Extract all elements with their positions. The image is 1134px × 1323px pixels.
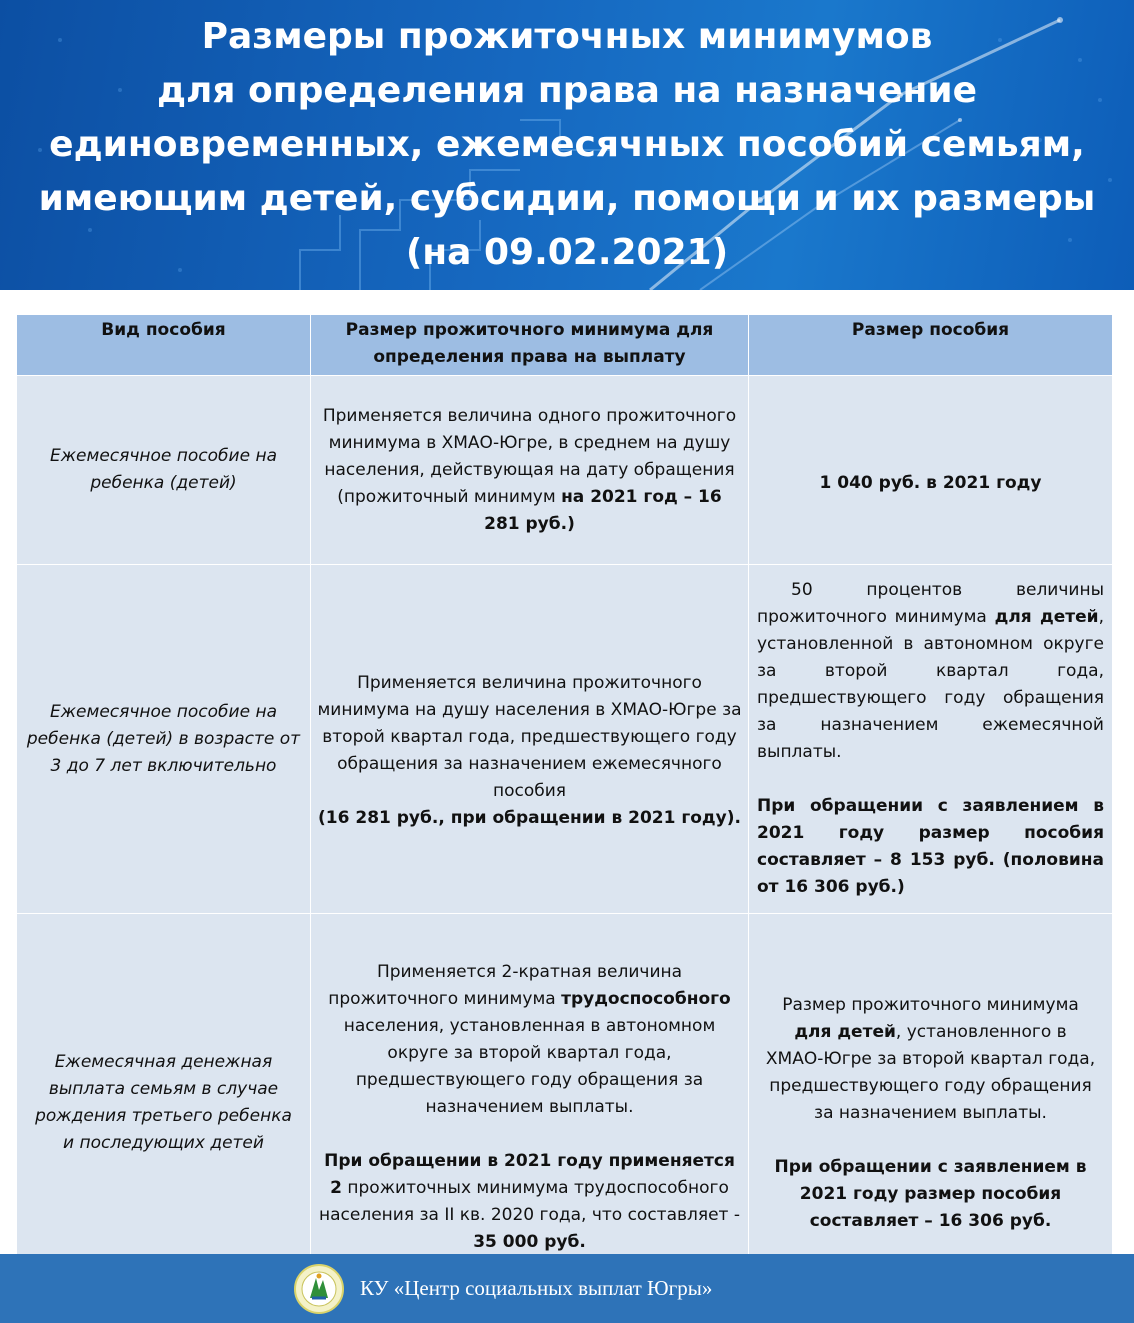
- amount-paragraph: [757, 577, 1104, 766]
- minimum-total-bold: 35 000 руб.: [473, 1231, 586, 1252]
- table-row: [17, 376, 1113, 565]
- minimum-note-plain: (прожиточный минимум: [337, 486, 562, 507]
- title-line: Размеры прожиточных минимумов: [201, 16, 933, 57]
- benefits-table: [16, 314, 1113, 1293]
- minimum-summary-plain: прожиточных минимума трудоспособного населения за II кв. 2020 года, что составляет -: [319, 1177, 740, 1225]
- column-header: Размер прожиточного минимума для определения права на выплату: [311, 315, 749, 376]
- paragraph-gap: [317, 1121, 742, 1148]
- title-line: для определения права на назначение: [156, 70, 978, 111]
- minimum-text: Применяется величина одного прожиточного минимума в ХМАО-Югре, в среднем на душу населения, действующая на дату обращения: [322, 405, 737, 480]
- minimum-total: [317, 1229, 742, 1256]
- table-row: [17, 914, 1113, 1293]
- benefit-kind: Ежемесячное пособие на ребенка (детей): [50, 446, 277, 493]
- organization-name: КУ «Центр социальных выплат Югры»: [360, 1276, 713, 1300]
- amount-text-bold: для детей: [794, 1021, 896, 1042]
- minimum-bold-note: (16 281 руб., при обращении в 2021 году).: [318, 808, 741, 828]
- minimum-text-bold: трудоспособного: [561, 988, 731, 1009]
- table-header-row: [17, 315, 1113, 376]
- amount-text-b: , установленного в ХМАО-Югре за второй квартал года, предшествующего году обращения за назначением выплаты.: [765, 1021, 1096, 1123]
- benefit-kind-cell: [17, 376, 311, 565]
- amount-text-b: , установленной в автономном округе за второй квартал года, предшествующего году обращения за назначением ежемесячной выплаты.: [757, 607, 1104, 762]
- amount-paragraph: [763, 992, 1098, 1127]
- title-line: имеющим детей, субсидии, помощи и их размеры: [38, 178, 1096, 219]
- minimum-cell: [311, 376, 749, 565]
- title-line: единовременных, ежемесячных пособий семьям,: [49, 124, 1085, 165]
- benefit-kind-cell: [17, 914, 311, 1293]
- minimum-summary-bold: При обращении в 2021 году применяется 2: [324, 1150, 735, 1198]
- paragraph-gap: [763, 1127, 1098, 1154]
- amount-cell: [749, 376, 1113, 565]
- minimum-text: Применяется величина прожиточного минимума на душу населения в ХМАО-Югре за второй квартал года, предшествующего году обращения за назначением ежемесячного пособия: [317, 673, 742, 801]
- minimum-paragraph: [317, 959, 742, 1121]
- column-header: Вид пособия: [17, 315, 311, 376]
- amount-summary-bold: При обращении с заявлением в 2021 году размер пособия составляет – 16 306 руб.: [774, 1156, 1087, 1231]
- page-title: [0, 10, 1134, 280]
- footer-bar: [0, 1254, 1134, 1323]
- amount-cell: [749, 565, 1113, 914]
- benefit-kind-cell: [17, 565, 311, 914]
- amount-summary-bold: При обращении с заявлением в 2021 году размер пособия составляет – 8 153 руб. (половина от 16 306 руб.): [757, 796, 1104, 897]
- benefit-amount: 1 040 руб. в 2021 году: [819, 472, 1042, 493]
- amount-text-a: 50 процентов величины прожиточного минимума: [757, 580, 1104, 627]
- title-line: (на 09.02.2021): [405, 232, 729, 273]
- minimum-cell: [311, 565, 749, 914]
- header-banner: [0, 0, 1134, 290]
- organization-emblem-icon: [294, 1264, 344, 1314]
- benefit-kind: Ежемесячная денежная выплата семьям в случае рождения третьего ребенка и последующих детей: [35, 1052, 292, 1153]
- minimum-text-a: Применяется 2-кратная величина прожиточного минимума: [328, 961, 683, 1009]
- minimum-note: [317, 484, 742, 538]
- minimum-summary: [317, 1148, 742, 1229]
- minimum-cell: [311, 914, 749, 1293]
- amount-text-bold: для детей: [994, 607, 1099, 627]
- minimum-text-b: населения, установленная в автономном округе за второй квартал года, предшествующего году обращения за назначением выплаты.: [343, 1015, 716, 1117]
- amount-text-a: Размер прожиточного минимума: [782, 994, 1079, 1015]
- table-row: [17, 565, 1113, 914]
- column-header: Размер пособия: [749, 315, 1113, 376]
- paragraph-gap: [757, 766, 1104, 793]
- amount-summary: [757, 793, 1104, 901]
- amount-cell: [749, 914, 1113, 1293]
- benefit-kind: Ежемесячное пособие на ребенка (детей) в возрасте от 3 до 7 лет включительно: [26, 701, 301, 776]
- minimum-note-bold: на 2021 год – 16 281 руб.): [484, 486, 722, 534]
- amount-summary: [763, 1154, 1098, 1235]
